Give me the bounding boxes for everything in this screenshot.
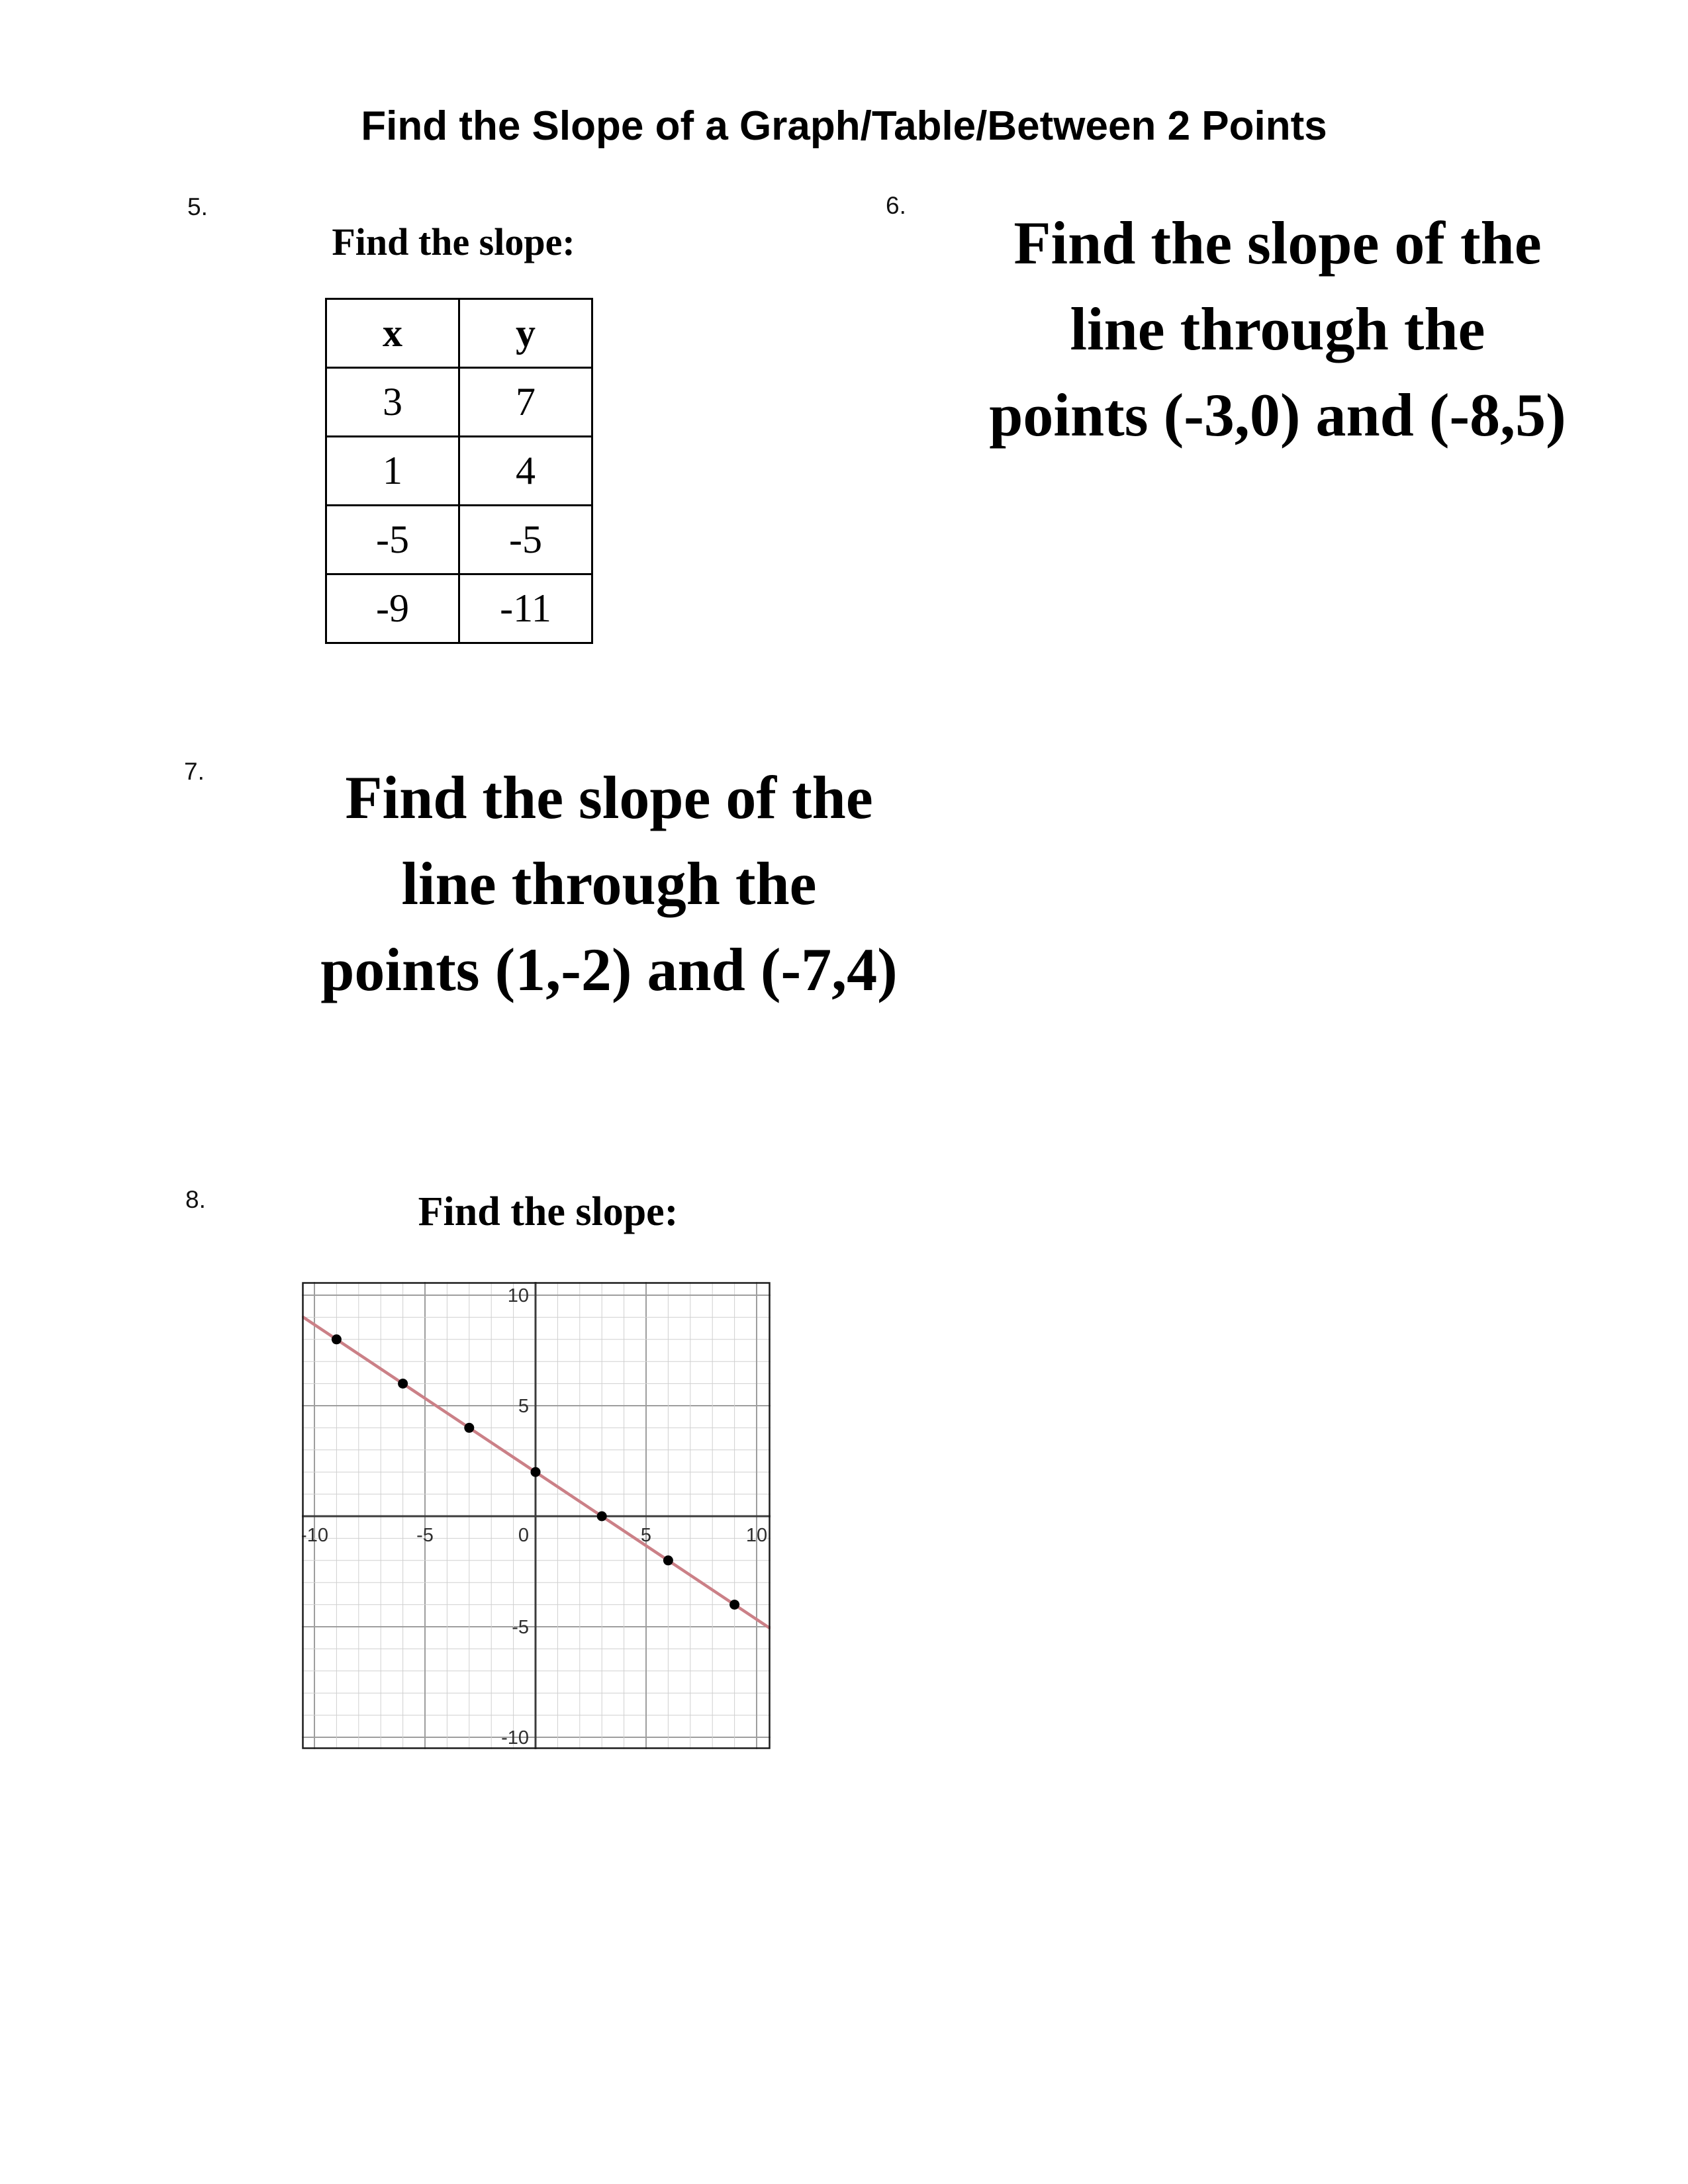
table-row (326, 437, 592, 506)
xy-table (325, 298, 593, 644)
table-cell: 3 (326, 368, 459, 437)
problem7-line1: Find the slope of the (345, 764, 873, 831)
problem6-text (927, 200, 1628, 458)
problem6-number: 6. (886, 192, 906, 219)
problem6-line1: Find the slope of the (1013, 209, 1542, 277)
table-cell: 7 (459, 368, 592, 437)
table-row (326, 368, 592, 437)
table-row (326, 506, 592, 574)
table-header-y: y (459, 299, 592, 368)
page-title: Find the Slope of a Graph/Table/Between 2 Points (361, 103, 1327, 149)
slope-graph (302, 1282, 771, 1749)
svg-text:10: 10 (745, 1525, 768, 1546)
problem7-line3: points (1,-2) and (-7,4) (320, 936, 898, 1003)
table-cell: 4 (459, 437, 592, 506)
table-cell: -9 (326, 574, 459, 643)
problem8-heading: Find the slope: (418, 1189, 679, 1234)
slope-graph-container (302, 1282, 771, 1749)
problem8-number: 8. (185, 1186, 206, 1213)
problem5-number: 5. (187, 193, 208, 220)
table-row (326, 574, 592, 643)
svg-text:-5: -5 (416, 1525, 434, 1546)
svg-text:-10: -10 (302, 1525, 328, 1546)
problem5-heading: Find the slope: (332, 220, 575, 263)
problem7-number: 7. (184, 758, 205, 785)
svg-text:-5: -5 (512, 1617, 529, 1638)
svg-text:5: 5 (640, 1525, 652, 1546)
svg-text:10: 10 (507, 1285, 529, 1306)
svg-text:5: 5 (518, 1396, 529, 1417)
problem7-line2: line through the (401, 850, 817, 917)
table-cell: -5 (326, 506, 459, 574)
svg-text:0: 0 (518, 1525, 529, 1546)
svg-text:-10: -10 (501, 1727, 529, 1749)
table-header-x: x (326, 299, 459, 368)
table-cell: -11 (459, 574, 592, 643)
table-cell: 1 (326, 437, 459, 506)
problem7-text (235, 754, 983, 1013)
problem6-line3: points (-3,0) and (-8,5) (989, 381, 1566, 449)
table-cell: -5 (459, 506, 592, 574)
problem6-line2: line through the (1070, 295, 1485, 363)
table-header-row (326, 299, 592, 368)
